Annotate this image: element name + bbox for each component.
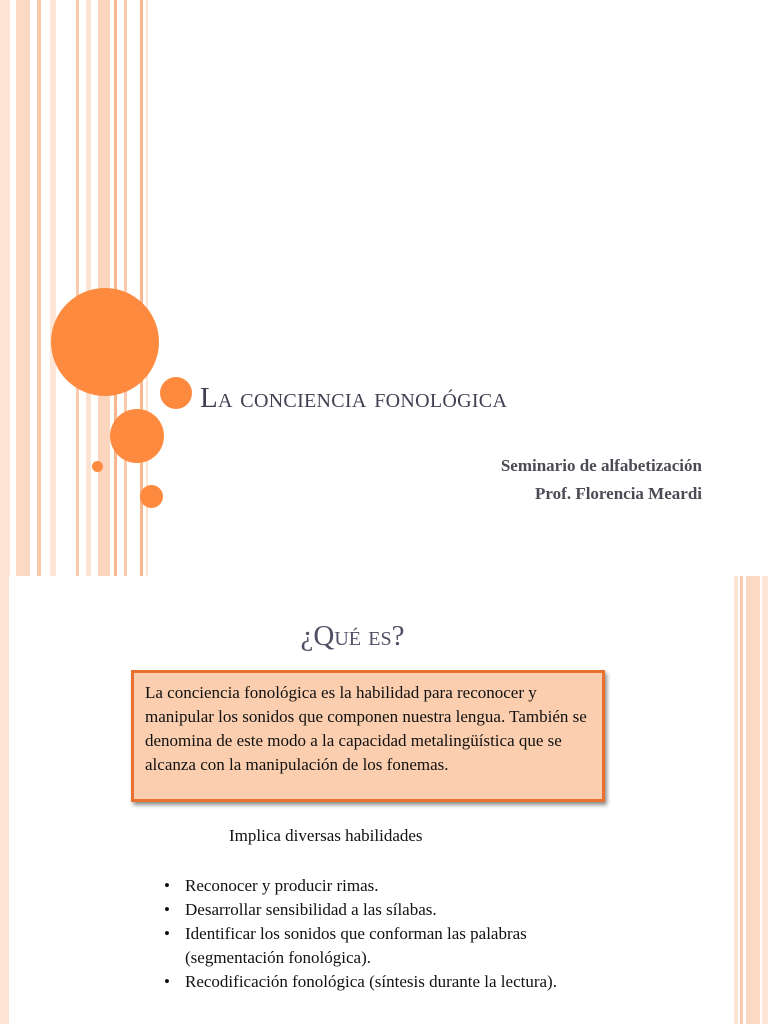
- decor-stripe: [762, 576, 768, 1024]
- decor-stripe: [37, 0, 41, 576]
- definition-text: La conciencia fonológica es la habilidad para reconocer y manipular los sonidos que componen nuestra lengua. También se denomina de este modo a la capacidad metalingüística que se alcanza con la manipulación de los fonemas.: [145, 683, 587, 774]
- decor-stripe: [746, 576, 760, 1024]
- seminar-name: Seminario de alfabetización: [500, 456, 702, 475]
- content-slide: [0, 576, 768, 1024]
- slide-title: La conciencia fonológica: [200, 382, 508, 414]
- definition-box: [131, 670, 605, 802]
- professor-name: Prof. Florencia Meardi: [535, 484, 702, 503]
- skills-intro: Implica diversas habilidades: [229, 826, 423, 845]
- decor-stripe: [0, 0, 10, 576]
- slide-title: ¿Qué es?: [300, 620, 405, 652]
- list-item: • Desarrollar sensibilidad a las sílabas.: [164, 900, 437, 919]
- decor-circle: [140, 485, 163, 508]
- decor-stripe: [734, 576, 738, 1024]
- list-item: • Recodificación fonológica (síntesis durante la lectura).: [164, 972, 557, 991]
- decor-circle: [110, 409, 164, 463]
- decor-stripe: [50, 0, 56, 576]
- list-item: • Reconocer y producir rimas.: [164, 876, 379, 895]
- decor-stripe: [16, 0, 30, 576]
- decor-circle: [51, 288, 159, 396]
- decor-circle: [160, 377, 192, 409]
- decor-stripe: [740, 576, 743, 1024]
- decor-stripe: [86, 0, 91, 576]
- decor-stripe: [124, 0, 127, 576]
- decor-stripe: [76, 0, 79, 576]
- skills-list: [161, 874, 585, 994]
- list-item: • Identificar los sonidos que conforman las palabras (segmentación fonológica).: [164, 924, 527, 967]
- decor-circle: [92, 461, 103, 472]
